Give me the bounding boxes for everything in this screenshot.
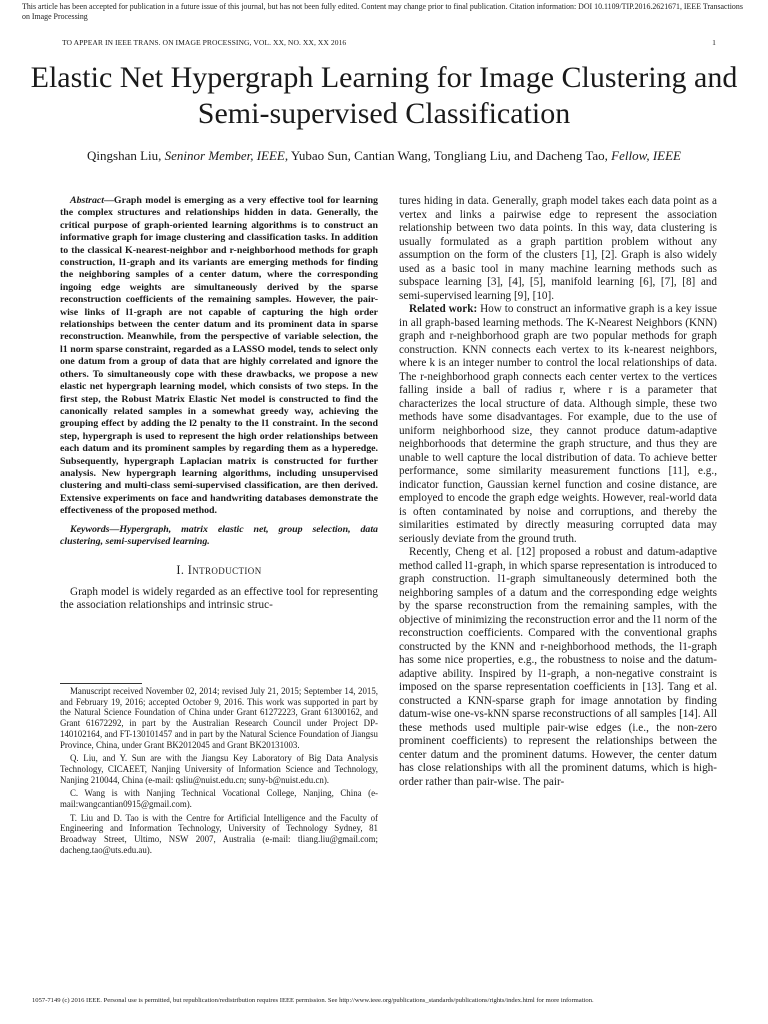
copyright-notice: 1057-7149 (c) 2016 IEEE. Personal use is permitted, but republication/redistribution requires IEEE permission. See http://www.ieee.org/publications_standards/publications/rights/index.html for more information. [32, 997, 594, 1004]
body-paragraph-continued: tures hiding in data. Generally, graph model takes each data point as a vertex and links a pairwise edge to represent the association relationship between two data points. In this way, data clustering is usually formulated as a graph partition problem without any assumption on the form of the clusters [1], [2]. Graph is also widely used as a basic tool in many machine learning methods such as subspace learning [3], [4], [5], manifold learning [6], [7], [8] and semi-supervised learning [9], [10]. [399, 195, 717, 302]
right-column [399, 195, 717, 789]
footnote-affiliation-liu-sun: Q. Liu, and Y. Sun are with the Jiangsu Key Laboratory of Big Data Analysis Technology, CICAEET, Nanjing University of Information Science and Technology, Nanjing 210044, China (e-mail: qsliu@nuist.edu.cn; suny-b@nuist.edu.cn). [60, 753, 378, 785]
abstract-label: Abstract [70, 195, 105, 206]
footnote-manuscript: Manuscript received November 02, 2014; revised July 21, 2015; September 14, 2015, and February 19, 2016; accepted October 9, 2016. This work was supported in part by the Natural Science Foundation of China under Grant 61272223, Grant 61300162, and Grant 61672292, in part by the Australian Research Council under Project DP-140102164, and FT-130101457 and in part by the Natural Science Foundation of Jiangsu Province, China, under Grant BK2012045 and Grant BK20131003. [60, 686, 378, 750]
footnotes [60, 686, 378, 859]
journal-notice: This article has been accepted for publication in a future issue of this journal, but has not been fully edited. Content may change prior to final publication. Citation information: DOI 10.1109/TIP.2016.2621671, IEEE Transactions on Image Processing [22, 2, 743, 21]
left-column [60, 195, 378, 613]
paper-title: Elastic Net Hypergraph Learning for Image Clustering and Semi-supervised Classification [30, 61, 738, 130]
keywords [60, 524, 378, 549]
footnote-divider [60, 683, 142, 684]
keywords-text: —Hypergraph, matrix elastic net, group selection, data clustering, semi-supervised learning. [60, 523, 378, 547]
keywords-label: Keywords [70, 523, 110, 535]
abstract-text: —Graph model is emerging as a very effective tool for learning the complex structures and relationships hidden in data. Generally, the critical purpose of graph-oriented learning algorithms is to construct an informative graph for image clustering and classification tasks. In addition to the classical K-nearest-neighbor and r-neighborhood methods for graph construction, l1-graph and its variants are emerging methods for finding the neighboring samples of a center datum, where the corresponding ingoing edge weights are simultaneously derived by the sparse reconstruction coefficients of the remaining samples. However, the pair-wise links of l1-graph are not capable of capturing the high order relationships between the center datum and its prominent data in sparse reconstruction. Meanwhile, from the perspective of variable selection, the l1 norm sparse constraint, regarded as a LASSO model, tends to select only one datum from a group of data that are highly correlated and ignore the others. To simultaneously cope with these drawbacks, we propose a new elastic net hypergraph learning model, which consists of two steps. In the first step, the Robust Matrix Elastic Net model is constructed to find the canonically related samples in a somewhat greedy way, achieving the grouping effect by adding the l2 penalty to the l1 constraint. In the second step, hypergraph is used to represent the high order relationships between each datum and its prominent samples by regarding them as a hyperedge. Subsequently, hypergraph Laplacian matrix is constructed for further analysis. New hypergraph learning algorithms, including unsupervised clustering and multi-class semi-supervised classification, are then derived. Extensive experiments on face and handwriting databases demonstrate the effectiveness of the proposed method. [60, 195, 378, 517]
intro-paragraph-1: Graph model is widely regarded as an effective tool for representing the association relationships and intrinsic struc- [60, 585, 378, 612]
author-title-1: Seninor Member, IEEE [164, 148, 285, 163]
related-work-text: How to construct an informative graph is a key issue in all graph-based learning methods. The K-Nearest Neighbors (KNN) graph and r-neighborhood graph are two popular methods for graph construction. KNN connects each vertex to its k-nearest neighbors, where k is an integer number to control the local relationships of data. The r-neighborhood graph connects each center vertex to the vertices falling inside a ball of radius r, where r is a parameter that characterizes the local structure of data. Although simple, these two methods have some disadvantages. For example, due to the use of uniform neighborhood size, they cannot produce datum-adaptive neighborhoods that determine the graph structure, and thus they are unable to well capture the local distribution of data. To achieve better performance, some similarity measurement functions [11], e.g., indicator function, Gaussian kernel function and cosine distance, are employed to encode the graph edge weights. However, real-world data is often contaminated by noise and corruptions, and thereby the similarities estimated by directly measuring corrupted data may seriously deviate from the ground truth. [399, 303, 718, 545]
running-head-text: TO APPEAR IN IEEE TRANS. ON IMAGE PROCESSING, VOL. XX, NO. XX, XX 2016 [62, 38, 347, 47]
page-number: 1 [712, 38, 716, 47]
abstract [60, 195, 378, 518]
author-list [30, 148, 738, 163]
section-heading-introduction: I. Introduction [176, 563, 262, 578]
running-head [62, 38, 716, 47]
footnote-affiliation-liu-tao: T. Liu and D. Tao is with the Centre for Artificial Intelligence and the Faculty of Engineering and Information Technology, University of Technology Sydney, 81 Broadway Street, Ultimo, NSW 2007, Australia (e-mail: tliang.liu@gmail.com; dacheng.tao@uts.edu.au). [60, 812, 378, 855]
body-paragraph-l1-graph: Recently, Cheng et al. [12] proposed a robust and datum-adaptive method called l1-graph, in which sparse representation is introduced to graph construction. l1-graph simultaneously determined both the neighboring samples of a datum and the corresponding edge weights by the sparse reconstruction from the remaining samples, with the objective of minimizing the reconstruction error and the l1 norm of the reconstruction coefficients. Compared with the conventional graphs constructed by the KNN and r-neighborhood methods, the l1-graph has some nice properties, e.g., the robustness to noise and the datum-adaptive ability. Inspired by l1-graph, a non-negative constraint is imposed on the sparse representation coefficients in [13]. Tang et al. constructed a KNN-sparse graph for image annotation by finding datum-wise one-vs-kNN sparse reconstructions of all samples [14]. All these methods used multiple pair-wise edges (i.e., the non-zero prominent coefficients) to represent the relationships between the center datum and the prominent datums. However, the center datum has close relationships with all the prominent datums, which is high-order rather than pair-wise. The pair- [399, 546, 717, 788]
author-names-2: , Yubao Sun, Cantian Wang, Tongliang Liu, and Dacheng Tao, [284, 148, 612, 163]
related-work-heading: Related work: [409, 303, 478, 315]
footnote-affiliation-wang: C. Wang is with Nanjing Technical Vocational College, Nanjing, China (e-mail:wangcantian0915@gmail.com). [60, 788, 378, 810]
related-work-paragraph [399, 303, 717, 546]
author-title-2: Fellow, IEEE [611, 148, 681, 163]
author-name-1: Qingshan Liu, [87, 148, 165, 163]
